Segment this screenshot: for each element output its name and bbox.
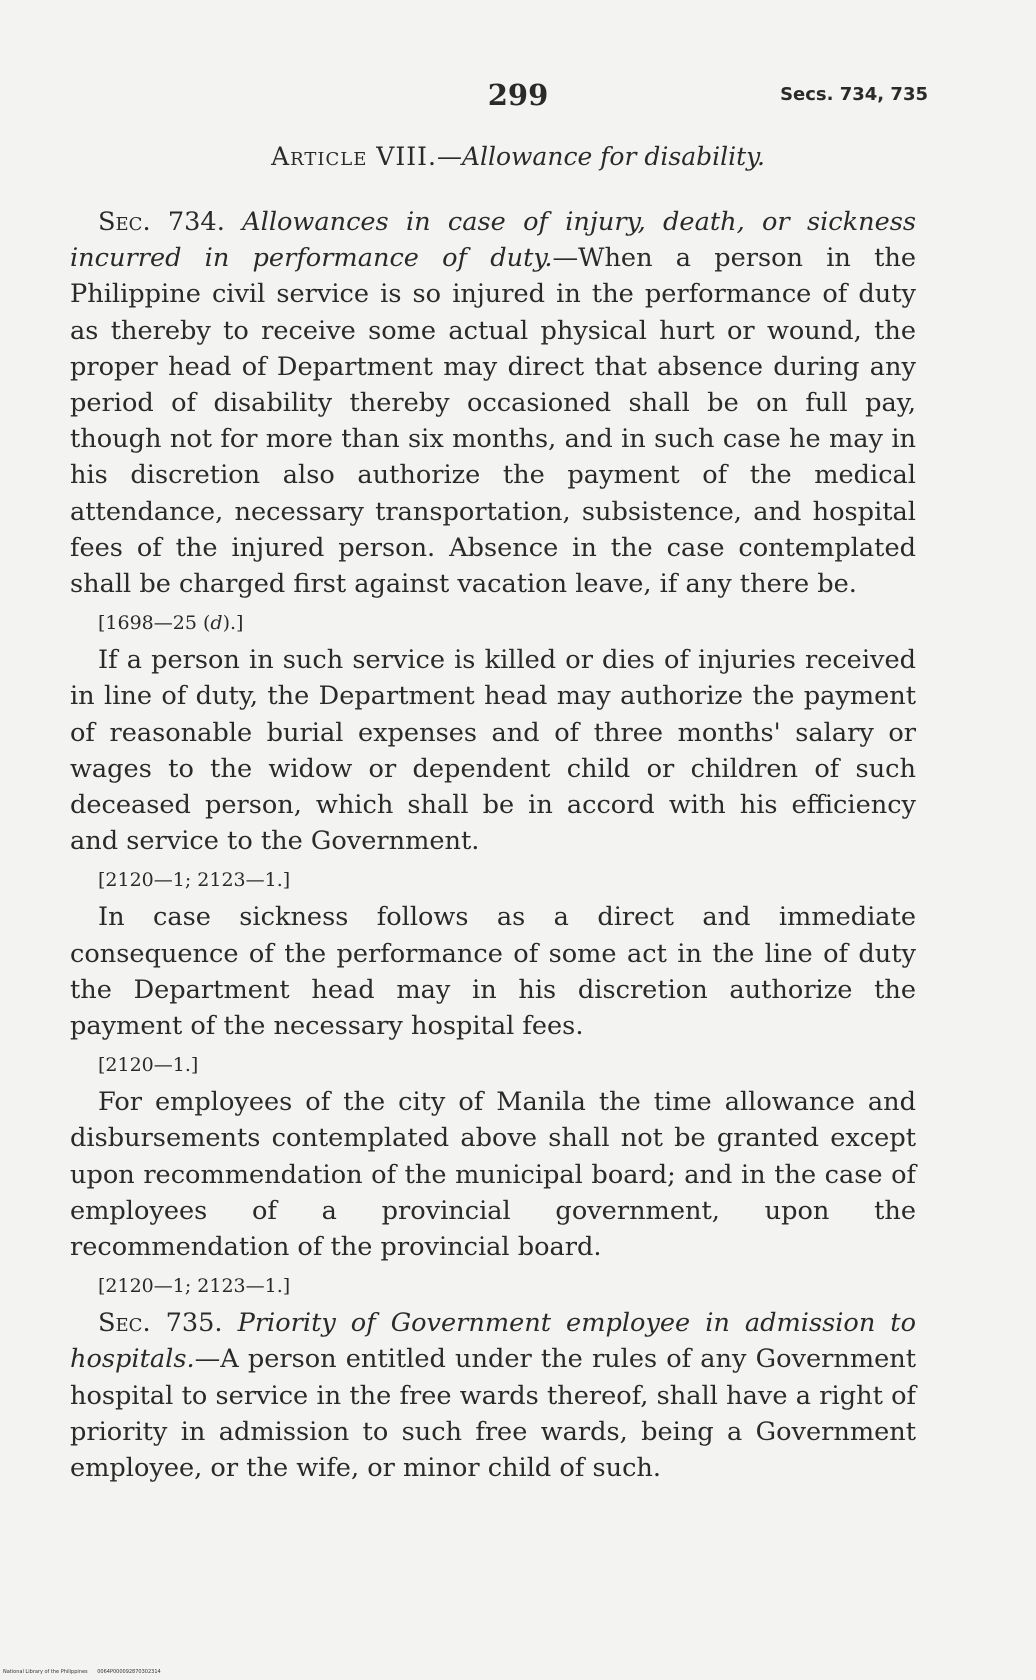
section-735-number: Sec. 735.: [98, 1308, 223, 1339]
citation-1-part: [1698—25 (: [98, 612, 211, 635]
paragraph-sickness: In case sickness follows as a direct and immediate consequence of the performance of some act in the line of duty the Department head may in his discretion authorize the payment of the necessary hospital fees.: [70, 902, 916, 1042]
body-text: [70, 204, 916, 1486]
section-735: [70, 1305, 916, 1486]
article-label: Article VIII.: [271, 142, 437, 171]
citation-2: [2120—1; 2123—1.]: [98, 869, 291, 892]
paragraph-manila: For employees of the city of Manila the time allowance and disbursements contemplated above shall not be granted except upon recommendation of the municipal board; and in the case of employees of a provincial government, upon the recommendation of the provincial board.: [70, 1087, 916, 1263]
citation-1-end: ).]: [222, 612, 244, 635]
page-number: 299: [487, 78, 549, 112]
section-734: [70, 204, 916, 602]
citation-1-italic: d: [210, 612, 223, 635]
section-735-heading: Priority of Government employee in admission to hospitals.: [70, 1308, 917, 1375]
footer-library: National Library of the Philippines: [3, 1669, 88, 1675]
citation-4: [2120—1; 2123—1.]: [98, 1275, 291, 1298]
footer-code: 0064P000092870302314: [97, 1669, 161, 1675]
section-734-number: Sec. 734.: [98, 207, 225, 237]
running-head: Secs. 734, 735: [780, 84, 928, 105]
citation-1: [70, 610, 916, 636]
section-735-body: —A person entitled under the rules of any Government hospital to service in the free wards thereof, shall have a right of priority in admission to such free wards, being a Government employee, or the wife, or minor child of such.: [70, 1344, 916, 1484]
article-title: —Allowance for disability.: [436, 142, 765, 171]
section-734-body: —When a person in the Philippine civil service is so injured in the performance of duty as thereby to receive some actual physical hurt or wound, the proper head of Department may direct that absence during any period of disability thereby occasioned shall be on full pay, though not for more than six months, and in such case he may in his discretion also authorize the payment of the medical attendance, necessary transportation, subsistence, and hospital fees of the injured person. Absence in the case contemplated shall be charged first against vacation leave, if any there be.: [70, 243, 916, 600]
paragraph-burial: If a person in such service is killed or dies of injuries received in line of duty, the Department head may authorize the payment of reasonable burial expenses and of three months' salary or wages to the widow or dependent child or children of such deceased person, which shall be in accord with his efficiency and service to the Government.: [70, 645, 916, 857]
article-heading: [0, 142, 1036, 171]
citation-3: [2120—1.]: [98, 1054, 199, 1077]
section-734-heading: Allowances in case of injury, death, or sickness incurred in performance of duty.: [70, 207, 917, 274]
scan-footer: [3, 1669, 169, 1675]
